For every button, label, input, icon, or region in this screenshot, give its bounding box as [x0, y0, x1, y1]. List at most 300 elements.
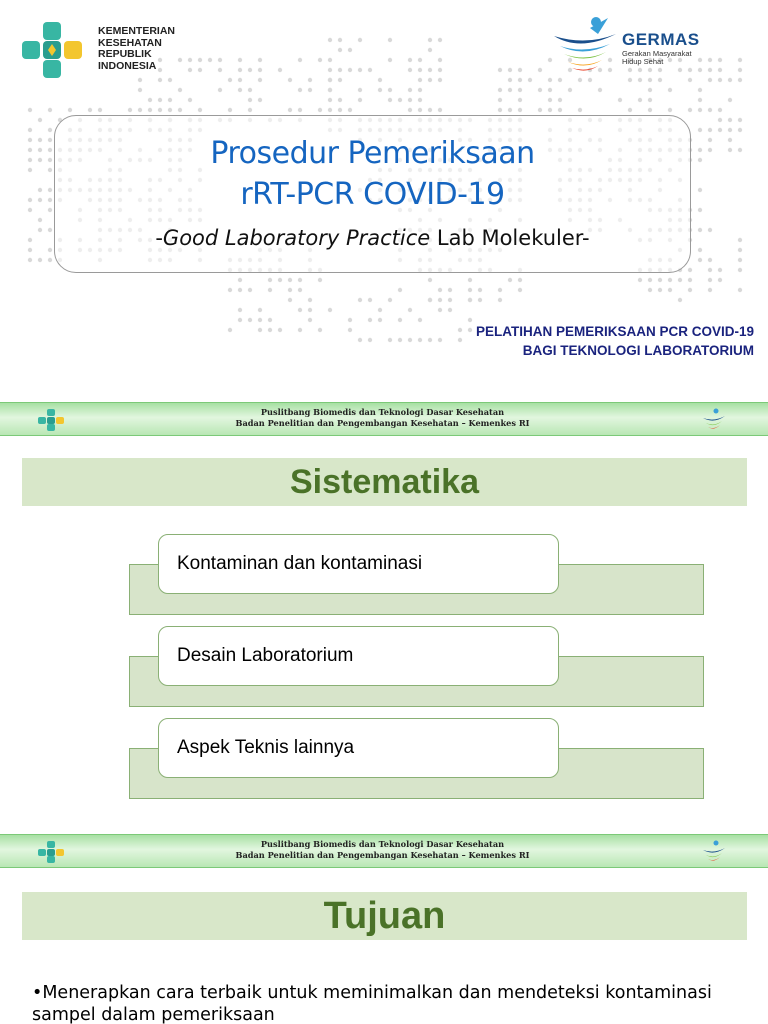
map-dot	[518, 68, 522, 72]
map-dot	[148, 108, 152, 112]
map-dot	[688, 108, 692, 112]
map-dot	[698, 248, 702, 252]
map-dot	[328, 308, 332, 312]
map-dot	[648, 278, 652, 282]
map-dot	[728, 118, 732, 122]
map-dot	[648, 108, 652, 112]
map-dot	[408, 308, 412, 312]
map-dot	[178, 88, 182, 92]
map-dot	[738, 248, 742, 252]
banner-line1: Puslitbang Biomedis dan Teknologi Dasar Kesehatan	[260, 839, 505, 849]
map-dot	[408, 108, 412, 112]
map-dot	[38, 188, 42, 192]
title-slide	[0, 0, 768, 392]
map-dot	[418, 68, 422, 72]
map-dot	[138, 108, 142, 112]
map-dot	[28, 198, 32, 202]
map-dot	[298, 88, 302, 92]
map-dot	[468, 298, 472, 302]
map-dot	[368, 338, 372, 342]
map-dot	[698, 98, 702, 102]
banner-line2: Badan Penelitian dan Pengembangan Kesehatan – Kemenkes RI	[235, 850, 530, 860]
map-dot	[28, 258, 32, 262]
map-dot	[378, 308, 382, 312]
map-dot	[358, 338, 362, 342]
map-dot	[698, 228, 702, 232]
sistematika-heading: Sistematika	[290, 463, 479, 501]
map-dot	[168, 98, 172, 102]
list-item-label: Aspek Teknis lainnya	[177, 737, 355, 758]
map-dot	[688, 268, 692, 272]
training-caption	[476, 322, 754, 360]
map-dot	[618, 98, 622, 102]
map-dot	[28, 238, 32, 242]
map-dot	[388, 38, 392, 42]
map-dot	[258, 318, 262, 322]
map-dot	[518, 108, 522, 112]
map-dot	[258, 78, 262, 82]
map-dot	[328, 108, 332, 112]
map-dot	[708, 108, 712, 112]
map-dot	[28, 248, 32, 252]
map-dot	[708, 148, 712, 152]
map-dot	[128, 108, 132, 112]
map-dot	[148, 98, 152, 102]
map-dot	[498, 288, 502, 292]
map-dot	[428, 38, 432, 42]
map-dot	[48, 108, 52, 112]
map-dot	[478, 298, 482, 302]
map-dot	[418, 78, 422, 82]
map-dot	[408, 338, 412, 342]
map-dot	[298, 108, 302, 112]
germas-logo	[550, 12, 740, 76]
map-dot	[708, 278, 712, 282]
map-dot	[408, 68, 412, 72]
map-dot	[448, 298, 452, 302]
map-dot	[458, 338, 462, 342]
map-dot	[738, 258, 742, 262]
kemenkes-logo-text: KEMENTERIAN KESEHATAN REPUBLIK INDONESIA	[98, 25, 176, 72]
map-dot	[48, 258, 52, 262]
map-dot	[538, 68, 542, 72]
germas-swoosh-icon	[700, 838, 728, 866]
map-dot	[698, 208, 702, 212]
map-dot	[708, 138, 712, 142]
map-dot	[28, 158, 32, 162]
map-dot	[48, 158, 52, 162]
map-dot	[38, 118, 42, 122]
map-dot	[388, 88, 392, 92]
map-dot	[628, 108, 632, 112]
map-dot	[508, 278, 512, 282]
map-dot	[518, 278, 522, 282]
map-dot	[48, 248, 52, 252]
map-dot	[558, 108, 562, 112]
map-dot	[248, 288, 252, 292]
map-dot	[338, 38, 342, 42]
banner-text	[150, 407, 615, 429]
map-dot	[668, 288, 672, 292]
map-dot	[588, 78, 592, 82]
map-dot	[358, 88, 362, 92]
map-dot	[468, 278, 472, 282]
map-dot	[48, 168, 52, 172]
map-dot	[718, 78, 722, 82]
map-dot	[388, 338, 392, 342]
map-dot	[358, 68, 362, 72]
map-dot	[698, 158, 702, 162]
training-line2: BAGI TEKNOLOGI LABORATORIUM	[522, 343, 754, 358]
map-dot	[538, 108, 542, 112]
map-dot	[238, 318, 242, 322]
map-dot	[198, 68, 202, 72]
map-dot	[468, 318, 472, 322]
objective-bullet: •Menerapkan cara terbaik untuk meminimalkan dan mendeteksi kontaminasi sampel dalam pemeriksaan	[32, 983, 712, 1024]
map-dot	[438, 288, 442, 292]
map-dot	[288, 108, 292, 112]
map-dot	[48, 198, 52, 202]
map-dot	[258, 308, 262, 312]
map-dot	[418, 88, 422, 92]
map-dot	[438, 68, 442, 72]
map-dot	[528, 78, 532, 82]
map-dot	[338, 78, 342, 82]
map-dot	[298, 308, 302, 312]
map-dot	[228, 288, 232, 292]
map-dot	[268, 288, 272, 292]
map-dot	[28, 208, 32, 212]
map-dot	[218, 58, 222, 62]
map-dot	[48, 148, 52, 152]
map-dot	[538, 88, 542, 92]
map-dot	[718, 118, 722, 122]
subtitle-italic: Good Laboratory Practice	[162, 226, 431, 250]
map-dot	[708, 228, 712, 232]
map-dot	[318, 278, 322, 282]
map-dot	[448, 288, 452, 292]
map-dot	[318, 108, 322, 112]
map-dot	[718, 128, 722, 132]
map-dot	[458, 328, 462, 332]
map-dot	[48, 138, 52, 142]
kemenkes-emblem-icon	[36, 840, 66, 864]
map-dot	[358, 38, 362, 42]
map-dot	[278, 278, 282, 282]
map-dot	[498, 298, 502, 302]
map-dot	[38, 258, 42, 262]
map-dot	[728, 98, 732, 102]
map-dot	[438, 78, 442, 82]
map-dot	[668, 108, 672, 112]
banner-line1: Puslitbang Biomedis dan Teknologi Dasar Kesehatan	[260, 407, 505, 417]
map-dot	[438, 338, 442, 342]
map-dot	[258, 58, 262, 62]
map-dot	[268, 328, 272, 332]
map-dot	[338, 108, 342, 112]
map-dot	[578, 108, 582, 112]
map-dot	[378, 88, 382, 92]
map-dot	[238, 68, 242, 72]
map-dot	[238, 278, 242, 282]
map-dot	[38, 198, 42, 202]
map-dot	[498, 98, 502, 102]
map-dot	[678, 278, 682, 282]
map-dot	[348, 328, 352, 332]
map-dot	[368, 68, 372, 72]
map-dot	[428, 298, 432, 302]
list-item-label: Kontaminan dan kontaminasi	[177, 553, 423, 574]
map-dot	[238, 308, 242, 312]
map-dot	[258, 328, 262, 332]
map-dot	[288, 78, 292, 82]
map-dot	[418, 338, 422, 342]
map-dot	[648, 78, 652, 82]
tujuan-heading-bar	[22, 892, 747, 940]
map-dot	[298, 58, 302, 62]
map-dot	[248, 108, 252, 112]
map-dot	[248, 98, 252, 102]
banner-line2: Badan Penelitian dan Pengembangan Kesehatan – Kemenkes RI	[235, 418, 530, 428]
map-dot	[698, 258, 702, 262]
map-dot	[668, 278, 672, 282]
map-dot	[288, 288, 292, 292]
map-dot	[498, 108, 502, 112]
map-dot	[328, 68, 332, 72]
map-dot	[708, 78, 712, 82]
list-item	[158, 626, 559, 686]
germas-swoosh-icon	[550, 12, 622, 74]
map-dot	[448, 308, 452, 312]
map-dot	[398, 318, 402, 322]
map-dot	[508, 78, 512, 82]
map-dot	[388, 298, 392, 302]
map-dot	[188, 98, 192, 102]
map-dot	[558, 98, 562, 102]
map-dot	[408, 98, 412, 102]
map-dot	[258, 98, 262, 102]
map-dot	[718, 278, 722, 282]
map-dot	[218, 68, 222, 72]
map-dot	[638, 98, 642, 102]
map-dot	[268, 318, 272, 322]
map-dot	[468, 328, 472, 332]
map-dot	[288, 298, 292, 302]
map-dot	[548, 108, 552, 112]
map-dot	[48, 128, 52, 132]
map-dot	[238, 88, 242, 92]
map-dot	[248, 318, 252, 322]
map-dot	[688, 288, 692, 292]
map-dot	[308, 78, 312, 82]
map-dot	[358, 98, 362, 102]
map-dot	[738, 148, 742, 152]
map-dot	[208, 58, 212, 62]
map-dot	[398, 288, 402, 292]
map-dot	[328, 98, 332, 102]
map-dot	[308, 298, 312, 302]
map-dot	[358, 298, 362, 302]
map-dot	[628, 78, 632, 82]
map-dot	[428, 108, 432, 112]
map-dot	[648, 288, 652, 292]
map-dot	[318, 328, 322, 332]
map-dot	[728, 148, 732, 152]
map-dot	[698, 128, 702, 132]
map-dot	[548, 88, 552, 92]
sistematika-heading-bar	[22, 458, 747, 506]
map-dot	[718, 268, 722, 272]
presentation-subtitle	[55, 226, 690, 250]
map-dot	[518, 98, 522, 102]
map-dot	[28, 148, 32, 152]
germas-logo-word: GERMAS	[622, 30, 700, 49]
map-dot	[328, 78, 332, 82]
map-dot	[668, 88, 672, 92]
map-dot	[278, 68, 282, 72]
map-dot	[298, 328, 302, 332]
map-dot	[568, 88, 572, 92]
map-dot	[518, 88, 522, 92]
map-dot	[328, 88, 332, 92]
map-dot	[728, 78, 732, 82]
map-dot	[708, 288, 712, 292]
map-dot	[548, 78, 552, 82]
map-dot	[648, 88, 652, 92]
map-dot	[678, 298, 682, 302]
slide3-header-banner	[0, 834, 768, 868]
map-dot	[28, 138, 32, 142]
map-dot	[738, 128, 742, 132]
map-dot	[198, 108, 202, 112]
map-dot	[428, 68, 432, 72]
map-dot	[228, 78, 232, 82]
slide2-header-banner	[0, 402, 768, 436]
map-dot	[698, 148, 702, 152]
map-dot	[348, 318, 352, 322]
map-dot	[518, 288, 522, 292]
map-dot	[238, 288, 242, 292]
map-dot	[688, 278, 692, 282]
map-dot	[248, 68, 252, 72]
map-dot	[98, 108, 102, 112]
map-dot	[508, 88, 512, 92]
map-dot	[328, 38, 332, 42]
map-dot	[738, 238, 742, 242]
map-dot	[368, 318, 372, 322]
map-dot	[348, 108, 352, 112]
banner-text	[150, 839, 615, 861]
map-dot	[518, 78, 522, 82]
map-dot	[648, 98, 652, 102]
map-dot	[698, 188, 702, 192]
map-dot	[728, 128, 732, 132]
training-line1: PELATIHAN PEMERIKSAAN PCR COVID-19	[475, 324, 754, 339]
map-dot	[388, 98, 392, 102]
tujuan-heading: Tujuan	[323, 895, 446, 937]
map-dot	[228, 328, 232, 332]
map-dot	[278, 328, 282, 332]
map-dot	[378, 318, 382, 322]
map-dot	[418, 58, 422, 62]
map-dot	[428, 338, 432, 342]
map-dot	[738, 288, 742, 292]
map-dot	[398, 338, 402, 342]
map-dot	[348, 48, 352, 52]
map-dot	[478, 288, 482, 292]
map-dot	[658, 278, 662, 282]
map-dot	[558, 78, 562, 82]
map-dot	[548, 98, 552, 102]
map-dot	[508, 68, 512, 72]
map-dot	[88, 108, 92, 112]
map-dot	[658, 288, 662, 292]
map-dot	[438, 108, 442, 112]
map-dot	[698, 108, 702, 112]
map-dot	[38, 228, 42, 232]
map-dot	[438, 298, 442, 302]
map-dot	[218, 88, 222, 92]
map-dot	[308, 88, 312, 92]
map-dot	[438, 38, 442, 42]
map-dot	[638, 78, 642, 82]
map-dot	[318, 58, 322, 62]
map-dot	[338, 48, 342, 52]
map-dot	[168, 108, 172, 112]
map-dot	[48, 208, 52, 212]
presentation-title-line1: Prosedur Pemeriksaan	[210, 136, 535, 171]
map-dot	[238, 78, 242, 82]
map-dot	[368, 298, 372, 302]
map-dot	[428, 78, 432, 82]
map-dot	[328, 58, 332, 62]
list-item	[158, 534, 559, 594]
map-dot	[428, 48, 432, 52]
kemenkes-emblem-icon	[18, 20, 88, 80]
map-dot	[598, 88, 602, 92]
map-dot	[178, 108, 182, 112]
subtitle-prefix: -	[155, 226, 163, 250]
presentation-title-line2: rRT-PCR COVID-19	[240, 177, 505, 212]
map-dot	[158, 108, 162, 112]
map-dot	[418, 98, 422, 102]
map-dot	[338, 98, 342, 102]
map-dot	[238, 58, 242, 62]
map-dot	[388, 58, 392, 62]
map-dot	[68, 108, 72, 112]
map-dot	[228, 108, 232, 112]
map-dot	[498, 88, 502, 92]
map-dot	[38, 148, 42, 152]
map-dot	[428, 278, 432, 282]
map-dot	[258, 68, 262, 72]
map-dot	[688, 78, 692, 82]
map-dot	[28, 128, 32, 132]
map-dot	[48, 188, 52, 192]
kemenkes-emblem-icon	[36, 408, 66, 432]
map-dot	[38, 138, 42, 142]
map-dot	[498, 68, 502, 72]
map-dot	[408, 88, 412, 92]
map-dot	[348, 68, 352, 72]
map-dot	[708, 268, 712, 272]
map-dot	[298, 278, 302, 282]
map-dot	[698, 88, 702, 92]
map-dot	[738, 78, 742, 82]
map-dot	[728, 138, 732, 142]
map-dot	[738, 268, 742, 272]
map-dot	[708, 128, 712, 132]
